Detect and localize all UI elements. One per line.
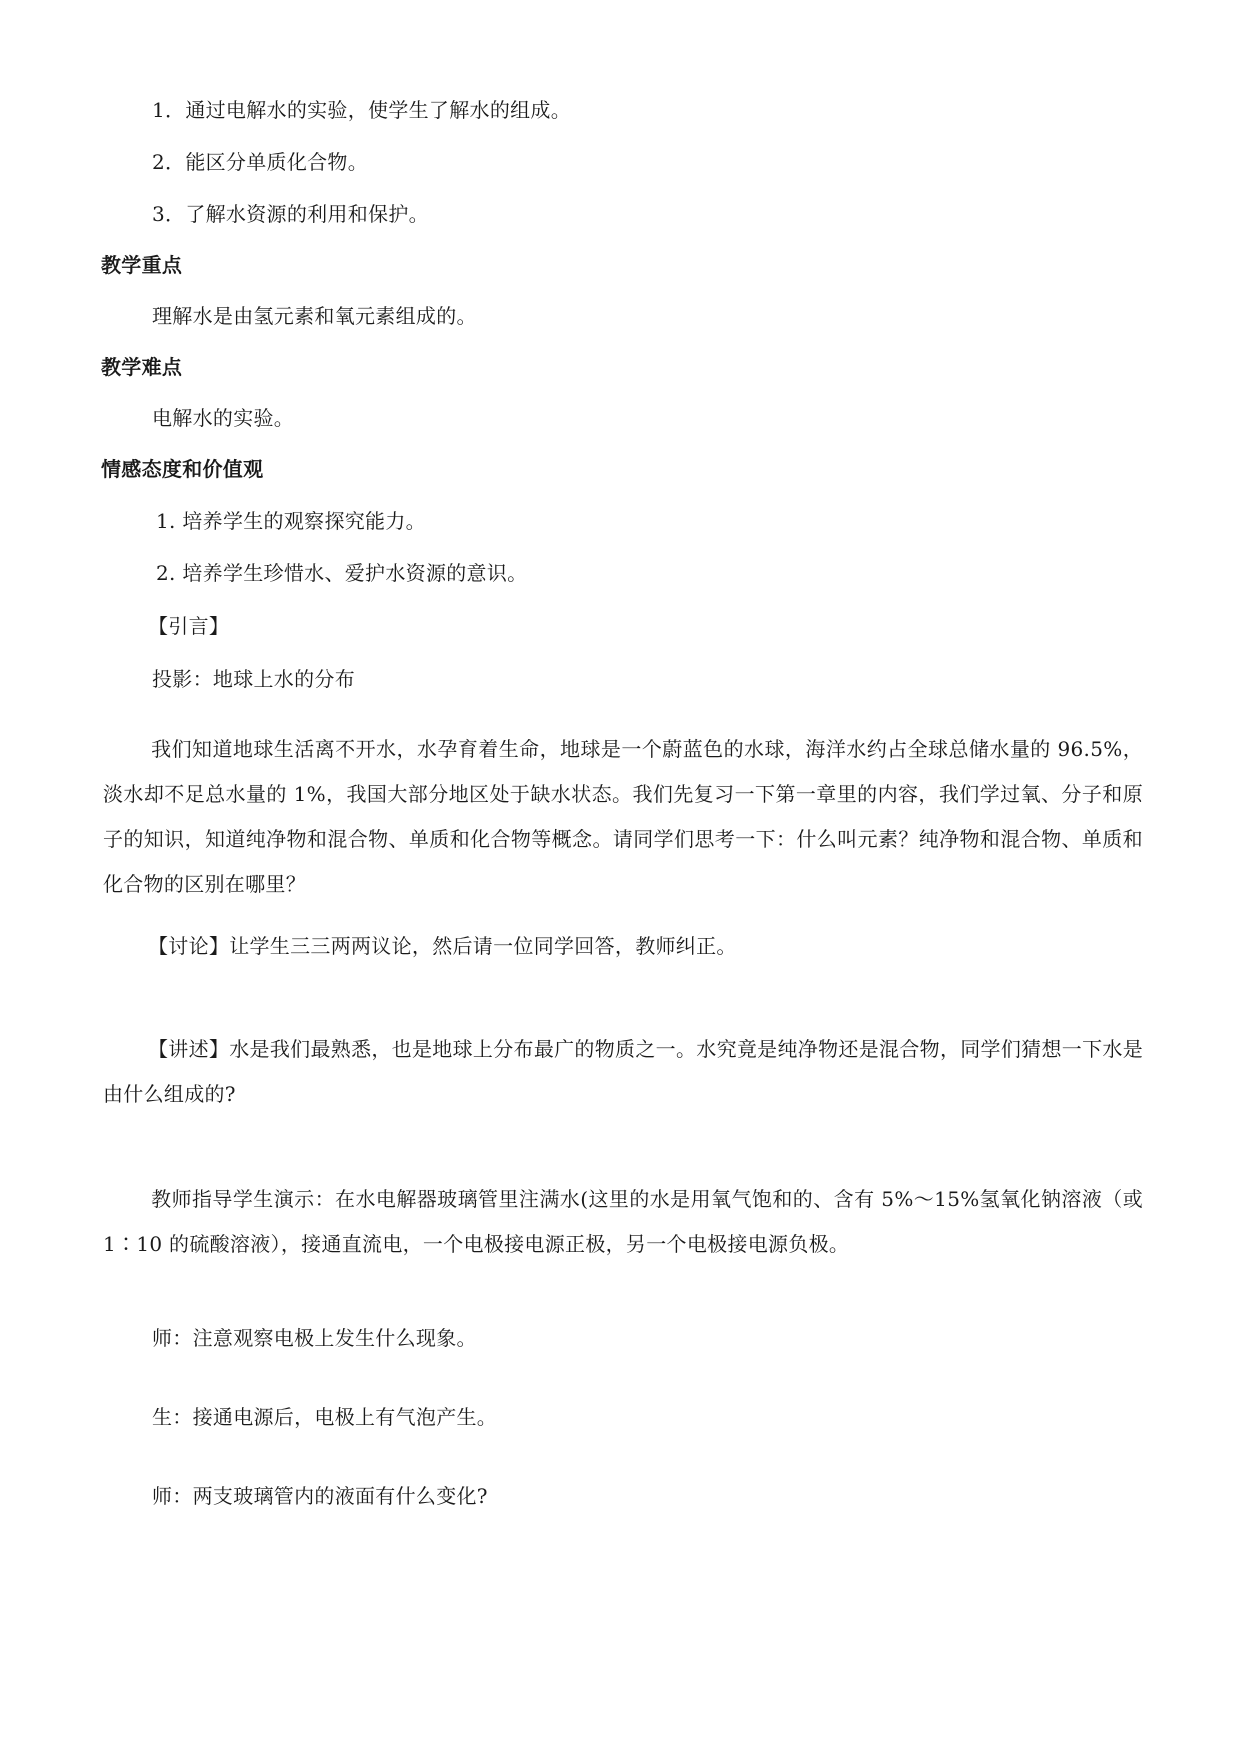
intro-paragraph-text: 我们知道地球生活离不开水，水孕育着生命，地球是一个蔚蓝色的水球，海洋水约占全球总储水量的 96.5%，淡水却不足总水量的 1%，我国大部分地区处于缺水状态。我们先复习一下第一章里的内容，我们学过氧、分子和原子的知识，知道纯净物和混合物、单质和化合物等概念。请同学们思考一下：什么叫元素？纯净物和混合物、单质和化合物的区别在哪里？: [103, 737, 1143, 896]
key-point-text: 理解水是由氢元素和氧元素组成的。: [152, 304, 477, 328]
demo-paragraph: [103, 1177, 1143, 1267]
values-item-1: 1. 培养学生的观察探究能力。: [156, 509, 426, 533]
projection-text: 投影：地球上水的分布: [152, 667, 355, 691]
objective-1: 1．通过电解水的实验，使学生了解水的组成。: [152, 98, 572, 122]
objective-3: 3．了解水资源的利用和保护。: [152, 202, 429, 226]
difficulty-heading: 教学难点: [101, 355, 183, 379]
demo-paragraph-text: 教师指导学生演示：在水电解器玻璃管里注满水(这里的水是用氧气饱和的、含有 5%～15%氢氧化钠溶液（或 1∶10 的硫酸溶液），接通直流电，一个电极接电源正极，另一个电极接电源负极。: [103, 1187, 1143, 1256]
dialogue-3: 师：两支玻璃管内的液面有什么变化?: [152, 1484, 488, 1508]
objective-2: 2．能区分单质化合物。: [152, 150, 369, 174]
dialogue-1: 师：注意观察电极上发生什么现象。: [152, 1326, 477, 1350]
dialogue-2: 生：接通电源后，电极上有气泡产生。: [152, 1405, 498, 1429]
intro-label: 【引言】: [148, 614, 230, 638]
difficulty-text: 电解水的实验。: [152, 406, 295, 430]
lecture-paragraph: [103, 1027, 1143, 1117]
key-point-heading: 教学重点: [101, 253, 183, 277]
values-item-2: 2. 培养学生珍惜水、爱护水资源的意识。: [156, 561, 528, 585]
lecture-paragraph-text: 【讲述】水是我们最熟悉，也是地球上分布最广的物质之一。水究竟是纯净物还是混合物，同学们猜想一下水是由什么组成的?: [103, 1037, 1143, 1106]
values-heading: 情感态度和价值观: [101, 457, 264, 481]
intro-paragraph: [103, 727, 1143, 907]
discussion-paragraph: 【讨论】让学生三三两两议论，然后请一位同学回答，教师纠正。: [148, 934, 737, 958]
